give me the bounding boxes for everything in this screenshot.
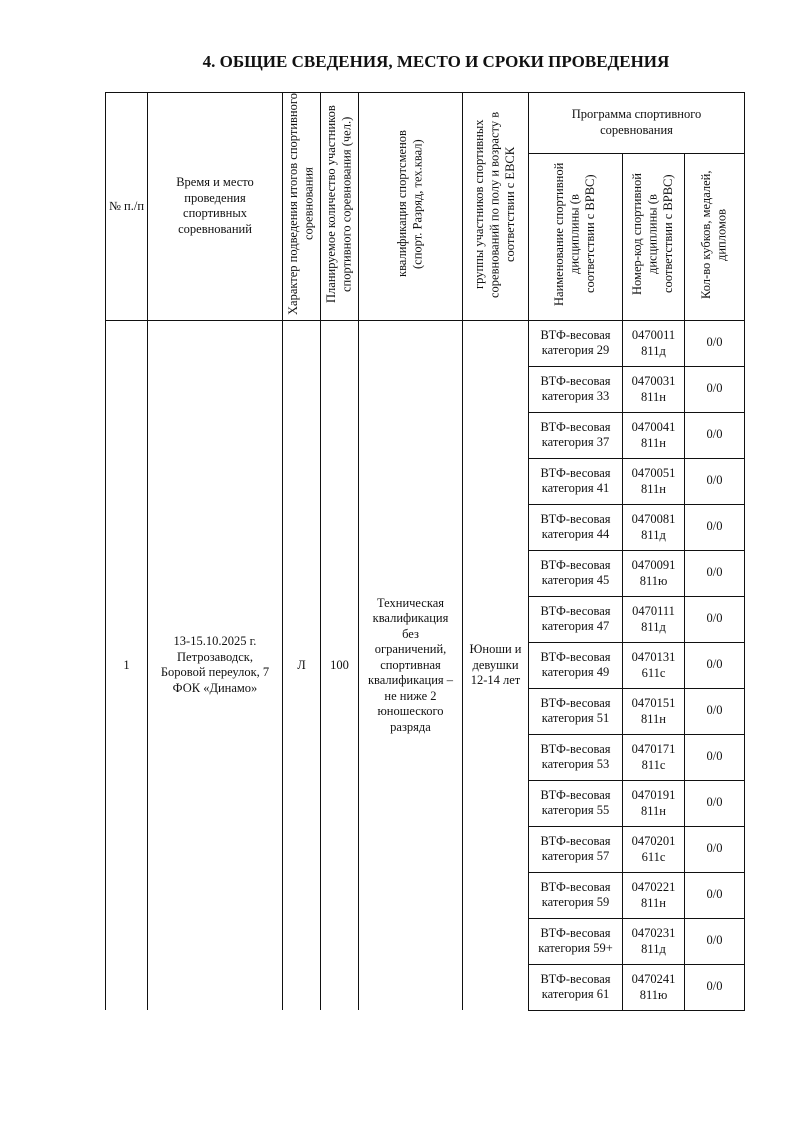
discipline-name: ВТФ-весовая категория 41 (529, 458, 623, 504)
discipline-awards: 0/0 (685, 964, 745, 1010)
discipline-awards: 0/0 (685, 826, 745, 872)
header-awards-text: Кол-во кубков, медалей, дипломов (699, 170, 729, 299)
discipline-awards: 0/0 (685, 458, 745, 504)
discipline-awards: 0/0 (685, 550, 745, 596)
table-row (106, 320, 745, 366)
discipline-name: ВТФ-весовая категория 33 (529, 366, 623, 412)
header-discipline-name (529, 153, 623, 320)
header-planned-count-text: Планируемое количество участников спортивного соревнования (чел.) (324, 105, 354, 303)
header-time-place: Время и место проведения спортивных соревнований (148, 93, 283, 321)
discipline-name: ВТФ-весовая категория 55 (529, 780, 623, 826)
discipline-name: ВТФ-весовая категория 59+ (529, 918, 623, 964)
discipline-code: 0470091 811ю (623, 550, 685, 596)
discipline-code: 0470041 811н (623, 412, 685, 458)
discipline-awards: 0/0 (685, 734, 745, 780)
discipline-code: 0470031 811н (623, 366, 685, 412)
discipline-code: 0470241 811ю (623, 964, 685, 1010)
discipline-name: ВТФ-весовая категория 29 (529, 320, 623, 366)
discipline-awards: 0/0 (685, 872, 745, 918)
event-time-place: 13-15.10.2025 г. Петрозаводск, Боровой переулок, 7 ФОК «Динамо» (148, 320, 283, 1010)
discipline-code: 0470201 611с (623, 826, 685, 872)
discipline-name: ВТФ-весовая категория 49 (529, 642, 623, 688)
discipline-name: ВТФ-весовая категория 47 (529, 596, 623, 642)
header-discipline-name-text: Наименование спортивной дисциплины (в соответствии с ВРВС) (552, 162, 598, 306)
discipline-awards: 0/0 (685, 918, 745, 964)
header-qualification (359, 93, 463, 321)
header-discipline-code (623, 153, 685, 320)
discipline-code: 0470151 811н (623, 688, 685, 734)
event-character: Л (283, 320, 321, 1010)
event-planned-count: 100 (321, 320, 359, 1010)
discipline-awards: 0/0 (685, 504, 745, 550)
event-groups: Юноши и девушки 12-14 лет (463, 320, 529, 1010)
discipline-code: 0470051 811н (623, 458, 685, 504)
page-title: 4. ОБЩИЕ СВЕДЕНИЯ, МЕСТО И СРОКИ ПРОВЕДЕНИЯ (202, 52, 670, 71)
header-planned-count (321, 93, 359, 321)
discipline-name: ВТФ-весовая категория 59 (529, 872, 623, 918)
discipline-awards: 0/0 (685, 596, 745, 642)
discipline-awards: 0/0 (685, 642, 745, 688)
discipline-code: 0470171 811с (623, 734, 685, 780)
discipline-code: 0470111 811д (623, 596, 685, 642)
event-num: 1 (106, 320, 148, 1010)
header-qualification-text: квалификация спортсменов (спорт. Разряд, тех.квал) (395, 130, 425, 278)
event-qualification: Техническая квалификация без ограничений, спортивная квалификация – не ниже 2 юношеского разряда (359, 320, 463, 1010)
discipline-name: ВТФ-весовая категория 37 (529, 412, 623, 458)
header-awards (685, 153, 745, 320)
discipline-name: ВТФ-весовая категория 44 (529, 504, 623, 550)
discipline-name: ВТФ-весовая категория 57 (529, 826, 623, 872)
discipline-code: 0470131 611с (623, 642, 685, 688)
discipline-name: ВТФ-весовая категория 53 (529, 734, 623, 780)
discipline-code: 0470011 811д (623, 320, 685, 366)
discipline-code: 0470221 811н (623, 872, 685, 918)
header-discipline-code-text: Номер-код спортивной дисциплины (в соответствии с ВРВС) (630, 173, 676, 296)
header-program: Программа спортивного соревнования (529, 93, 745, 154)
discipline-name: ВТФ-весовая категория 45 (529, 550, 623, 596)
discipline-awards: 0/0 (685, 688, 745, 734)
header-groups-text: группы участников спортивных соревнований по полу и возрасту в соответствии с ЕВСК (472, 110, 518, 298)
header-num: № п./п (106, 93, 148, 321)
discipline-awards: 0/0 (685, 320, 745, 366)
discipline-awards: 0/0 (685, 366, 745, 412)
discipline-code: 0470191 811н (623, 780, 685, 826)
discipline-code: 0470231 811д (623, 918, 685, 964)
discipline-code: 0470081 811д (623, 504, 685, 550)
discipline-awards: 0/0 (685, 412, 745, 458)
header-character (283, 93, 321, 321)
discipline-awards: 0/0 (685, 780, 745, 826)
competition-table (105, 92, 745, 1011)
discipline-name: ВТФ-весовая категория 51 (529, 688, 623, 734)
header-character-text: Характер подведения итогов спортивного соревнования (286, 93, 316, 315)
header-groups (463, 93, 529, 321)
discipline-name: ВТФ-весовая категория 61 (529, 964, 623, 1010)
